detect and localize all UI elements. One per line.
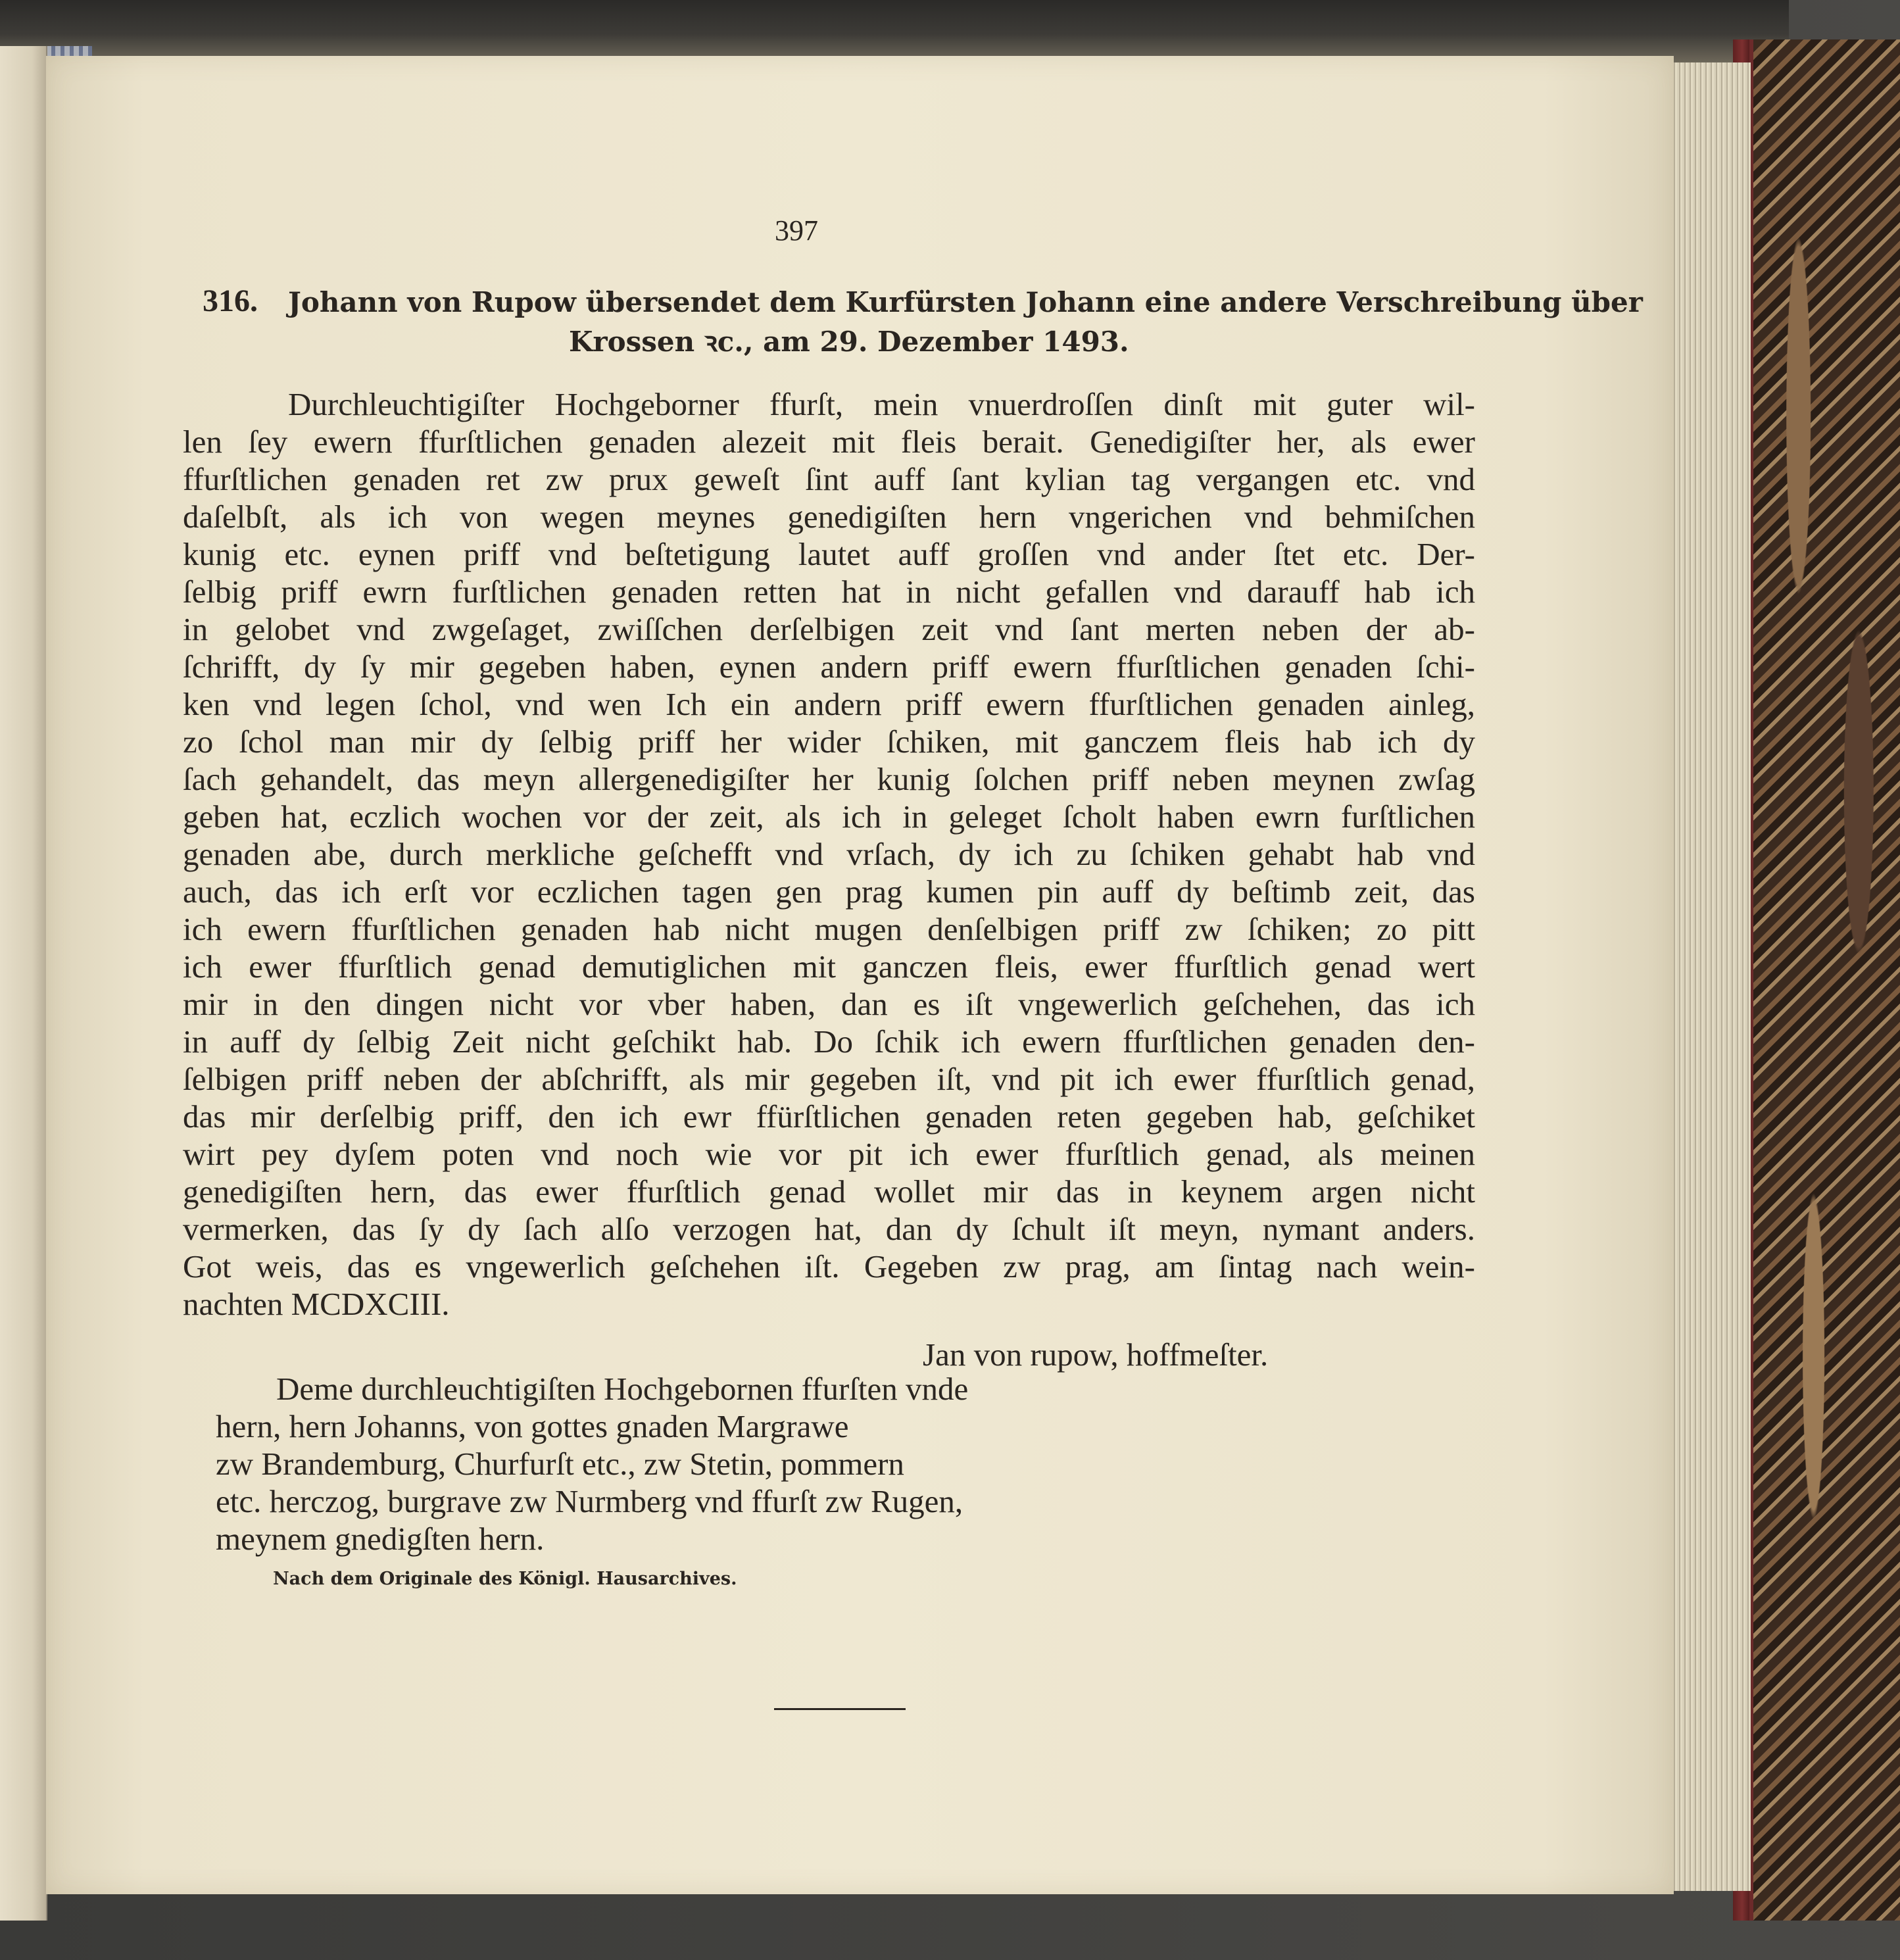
- body-line: in auff dy ſelbig Zeit nicht geſchikt hab. Do ſchik ich ewern ffurſtlichen genaden den-: [183, 1023, 1475, 1060]
- signature: Jan von rupow, hoffmeſter.: [923, 1336, 1269, 1373]
- body-line: nachten MCDXCIII.: [183, 1286, 450, 1322]
- body-line: Got weis, das es vngewerlich geſchehen iſt. Gegeben zw prag, am ſintag nach wein-: [183, 1248, 1475, 1285]
- body-line: ſelbigen priff neben der abſchrifft, als mir gegeben iſt, vnd pit ich ewer ffurſtlich genad,: [183, 1061, 1475, 1097]
- page-stack-edge: [1670, 62, 1751, 1891]
- address-line: Deme durchleuchtigiſten Hochgebornen ffurſten vnde: [276, 1371, 969, 1407]
- marbled-cover: [1749, 39, 1900, 1921]
- body-line: ffurſtlichen genaden ret zw prux geweſt ſint auff ſant kylian tag vergangen etc. vnd: [183, 461, 1475, 497]
- body-line: ich ewer ffurſtlich genad demutiglichen mit ganczen fleis, ewer ffurſtlich genad wert: [183, 948, 1475, 985]
- body-line: das mir derſelbig priff, den ich ewr ffürſtlichen genaden reten gegeben hab, geſchiket: [183, 1098, 1475, 1135]
- address-line: meynem gnedigſten hern.: [216, 1521, 545, 1557]
- body-line: in gelobet vnd zwgeſaget, zwiſſchen derſelbigen zeit vnd ſant merten neben der ab-: [183, 611, 1475, 647]
- document-page: [46, 56, 1674, 1894]
- document-heading-line-1: Johann von Rupow übersendet dem Kurfürsten Johann eine andere Verschreibung über: [288, 286, 1643, 318]
- book-binding-top: [0, 0, 1789, 62]
- body-line: mir in den dingen nicht vor vber haben, dan es iſt vngewerlich geſchehen, das ich: [183, 986, 1475, 1022]
- body-line: auch, das ich erſt vor eczlichen tagen gen prag kumen pin auff dy beſtimb zeit, das: [183, 873, 1475, 910]
- address-line: etc. herczog, burgrave zw Nurmberg vnd ffurſt zw Rugen,: [216, 1483, 963, 1519]
- body-line: Durchleuchtigiſter Hochgeborner ffurſt, mein vnuerdroſſen dinſt mit guter wil-: [288, 386, 1475, 422]
- body-line: kunig etc. eynen priff vnd beſtetigung lautet auff groſſen vnd ander ſtet etc. Der-: [183, 536, 1475, 572]
- address-line: zw Brandemburg, Churfurſt etc., zw Stetin, pommern: [216, 1446, 904, 1482]
- body-line: wirt pey dyſem poten vnd noch wie vor pit ich ewer ffurſtlich genad, als meinen: [183, 1136, 1475, 1172]
- body-line: ſach gehandelt, das meyn allergenedigiſter her kunig ſolchen priff neben meynen zwſag: [183, 761, 1475, 797]
- document-heading-line-2: Krossen ꝛc., am 29. Dezember 1493.: [569, 326, 1129, 358]
- body-line: ken vnd legen ſchol, vnd wen Ich ein andern priff ewern ffurſtlichen genaden ainleg,: [183, 686, 1475, 722]
- end-rule-divider: [774, 1708, 906, 1710]
- body-line: geben hat, eczlich wochen vor der zeit, als ich in geleget ſcholt haben ewrn furſtlichen: [183, 798, 1475, 835]
- body-line: len ſey ewern ffurſtlichen genaden alezeit mit fleis berait. Genedigiſter her, als ewer: [183, 424, 1475, 460]
- previous-page-edge: [0, 46, 47, 1921]
- page-number: 397: [775, 214, 818, 247]
- body-line: ſelbig priff ewrn furſtlichen genaden retten hat in nicht gefallen vnd darauff hab ich: [183, 574, 1475, 610]
- document-number: 316.: [203, 283, 258, 318]
- body-line: daſelbſt, als ich von wegen meynes genedigiſten hern vngerichen vnd behmiſchen: [183, 499, 1475, 535]
- body-line: ſchrifft, dy ſy mir gegeben haben, eynen andern priff ewern ffurſtlichen genaden ſchi-: [183, 649, 1475, 685]
- body-line: vermerken, das ſy dy ſach alſo verzogen hat, dan dy ſchult iſt meyn, nymant anders.: [183, 1211, 1475, 1247]
- body-line: genaden abe, durch merkliche geſchefft vnd vrſach, dy ich zu ſchiken gehabt hab vnd: [183, 836, 1475, 872]
- body-line: genedigiſten hern, das ewer ffurſtlich genad wollet mir das in keynem argen nicht: [183, 1173, 1475, 1210]
- body-line: zo ſchol man mir dy ſelbig priff her wider ſchiken, mit ganczem fleis hab ich dy: [183, 723, 1475, 760]
- source-note: Nach dem Originale des Königl. Hausarchives.: [273, 1569, 737, 1589]
- body-line: ich ewern ffurſtlichen genaden hab nicht mugen denſelbigen priff zw ſchiken; zo pitt: [183, 911, 1475, 947]
- address-line: hern, hern Johanns, von gottes gnaden Margrawe: [216, 1408, 849, 1444]
